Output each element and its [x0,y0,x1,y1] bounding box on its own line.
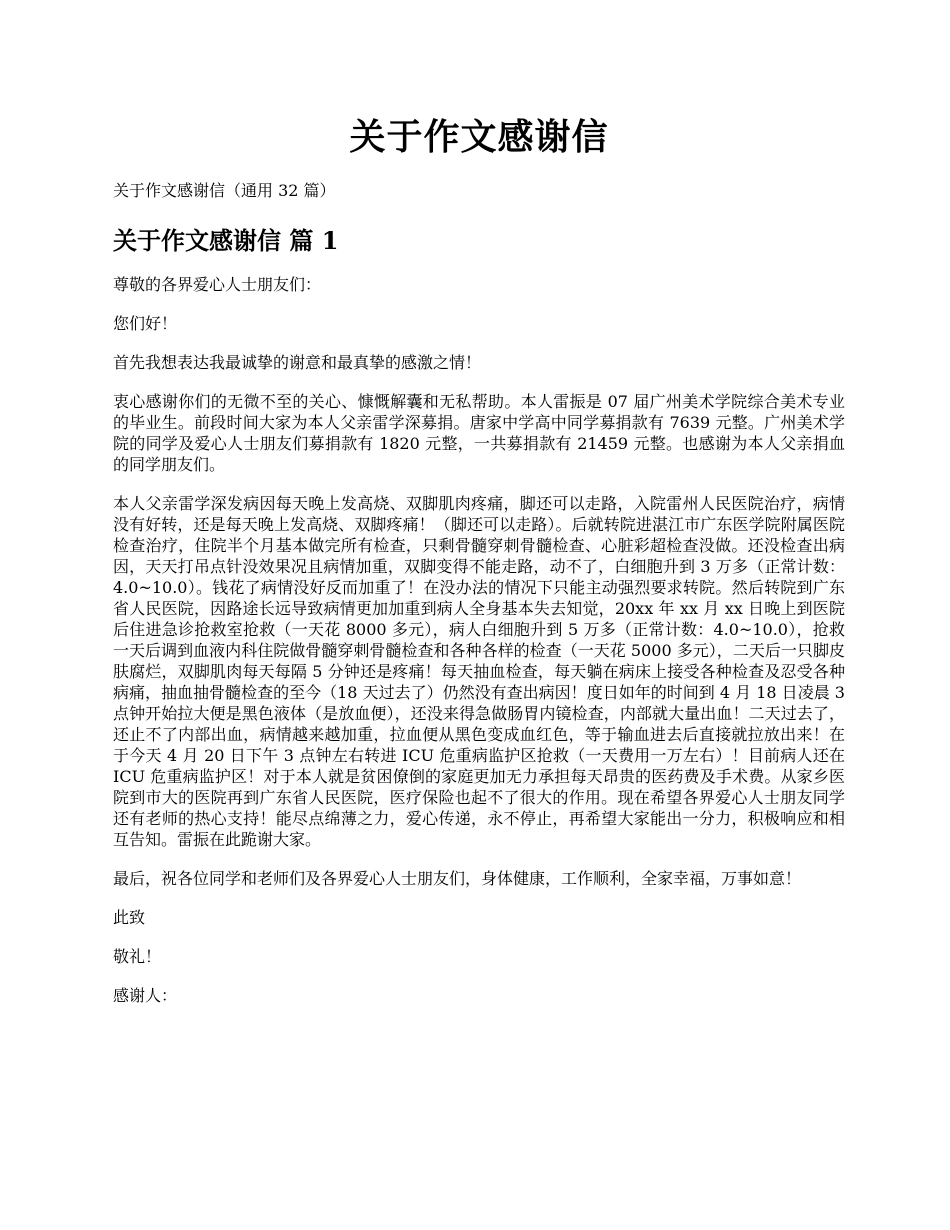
section-heading: 关于作文感谢信 篇 1 [113,226,339,255]
salutation-paragraph: 尊敬的各界爱心人士朋友们： [113,275,322,294]
wishes-paragraph: 最后，祝各位同学和老师们及各界爱心人士朋友们，身体健康，工作顺利，全家幸福，万事如意！ [113,869,802,888]
donation-paragraph: 衷心感谢你们的无微不至的关心、慷慨解囊和无私帮助。本人雷振是 07 届广州美术学院综合美术专业的毕业生。前段时间大家为本人父亲雷学深募捐。唐家中学高中同学募捐款有 7639 元整。广州美术学院的同学及爱心人士朋友们募捐款有 1820 元整，一共募捐款有 21459 元整。也感谢为本人父亲捐血的同学朋友们。 [113,392,845,474]
thanks-paragraph: 首先我想表达我最诚挚的谢意和最真挚的感激之情！ [113,353,482,372]
closing-paragraph: 此致 [113,908,146,927]
illness-paragraph: 本人父亲雷学深发病因每天晚上发高烧、双脚肌肉疼痛，脚还可以走路，入院雷州人民医院治疗，病情没有好转，还是每天晚上发高烧、双脚疼痛！（脚还可以走路）。后就转院进湛江市广东医学院附属医院检查治疗，住院半个月基本做完所有检查，只剩骨髓穿刺骨髓检查、心脏彩超检查没做。还没检查出病因，天天打吊点针没效果况且病情加重，双脚变得不能走路，动不了，白细胞升到 3 万多（正常计数：4.0~10.0）。钱花了病情没好反而加重了！在没办法的情况下只能主动强烈要求转院。然后转院到广东省人民医院，因路途长远导致病情更加加重到病人全身基本失去知觉，20xx 年 xx 月 xx 日晚上到医院后住进急诊抢救室抢救（一天花 8000 多元），病人白细胞升到 5 万多（正常计数：4.0~10.0），抢救一天后调到血液内科住院做骨髓穿刺骨髓检查和各种各样的检查（一天花 5000 多元），二天后一只脚皮肤腐烂，双脚肌肉每天每隔 5 分钟还是疼痛！每天抽血检查，每天躺在病床上接受各种检查及忍受各种病痛，抽血抽骨髓检查的至今（18 天过去了）仍然没有查出病因！度日如年的时间到 4 月 18 日凌晨 3 点钟开始拉大便是黑色液体（是放血便），还没来得急做肠胃内镜检查，内部就大量出血！二天过去了，还止不了内部出血，病情越来越加重，拉血便从黑色变成血红色，等于输血进去后直接就拉放出来！在于今天 4 月 20 日下午 3 点钟左右转进 ICU 危重病监护区抢救（一天费用一万左右）！目前病人还在 ICU 危重病监护区！对于本人就是贫困僚倒的家庭更加无力承担每天昂贵的医药费及手术费。从家乡医院到市大的医院再到广东省人民医院，医疗保险也起不了很大的作用。现在希望各界爱心人士朋友同学还有老师的热心支持！能尽点绵薄之力，爱心传递，永不停止，再希望大家能出一分力，积极响应和相互告知。雷振在此跪谢大家。 [113,494,845,849]
document-subtitle: 关于作文感谢信（通用 32 篇） [113,181,336,200]
regards-paragraph: 敬礼！ [113,947,162,966]
greeting-paragraph: 您们好！ [113,314,178,333]
signature-paragraph: 感谢人： [113,986,178,1005]
document-title: 关于作文感谢信 [349,116,609,158]
